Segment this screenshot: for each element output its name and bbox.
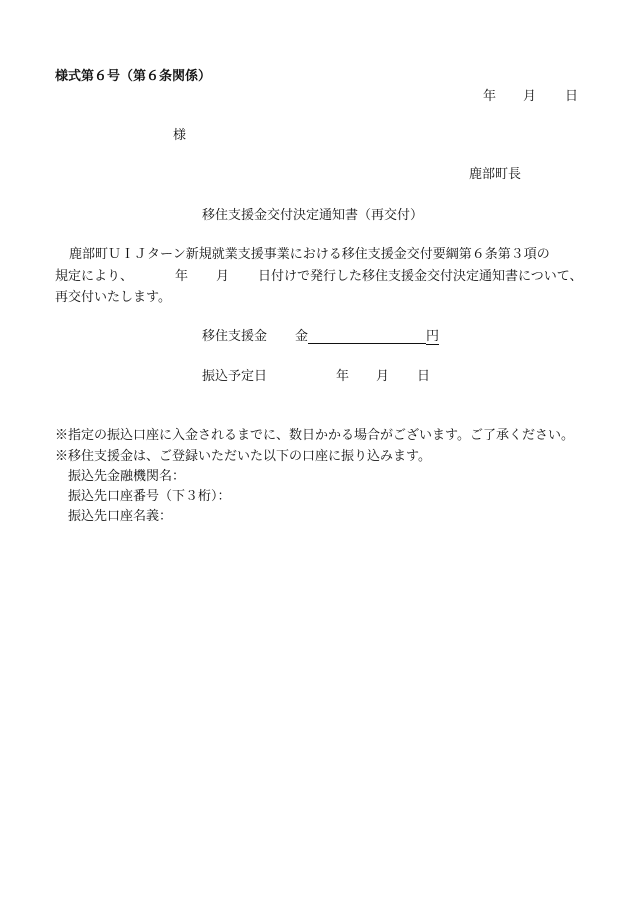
note-2: ※移住支援金は、ご登録いただいた以下の口座に振り込みます。 xyxy=(55,449,431,464)
recipient-suffix: 様 xyxy=(173,128,187,143)
transfer-year-label: 年 xyxy=(336,369,350,384)
body-line-3: 再交付いたします。 xyxy=(55,290,171,305)
account-holder: 振込先口座名義： xyxy=(68,509,173,524)
body-year-label: 年 xyxy=(175,269,189,284)
account-number: 振込先口座番号（下３桁）： xyxy=(68,489,231,504)
amount-label: 移住支援金 xyxy=(202,329,268,344)
issuer: 鹿部町長 xyxy=(469,167,522,182)
amount-value xyxy=(295,330,439,344)
body-line-1: 鹿部町ＵＩＪターン新規就業支援事業における移住支援金交付要綱第６条第３項の xyxy=(69,247,550,262)
amount-blank xyxy=(308,330,426,344)
note-1: ※指定の振込口座に入金されるまでに、数日かかる場合がございます。ご了承ください。 xyxy=(55,428,574,443)
date-month-label: 月 xyxy=(523,89,537,104)
body-line-2-prefix: 規定により、 xyxy=(55,269,134,284)
transfer-day-label: 日 xyxy=(417,369,431,384)
body-line-2-suffix: 日付けで発行した移住支援金交付決定通知書について、 xyxy=(258,269,583,284)
date-year-label: 年 xyxy=(483,89,497,104)
account-bank-name: 振込先金融機関名： xyxy=(68,469,186,484)
form-number: 様式第６号（第６条関係） xyxy=(55,69,212,84)
body-month-label: 月 xyxy=(216,269,230,284)
document-title: 移住支援金交付決定通知書（再交付） xyxy=(202,208,424,223)
amount-prefix: 金 xyxy=(295,329,309,344)
amount-unit: 円 xyxy=(426,329,440,344)
date-day-label: 日 xyxy=(565,89,579,104)
transfer-label: 振込予定日 xyxy=(202,369,268,384)
transfer-month-label: 月 xyxy=(376,369,390,384)
